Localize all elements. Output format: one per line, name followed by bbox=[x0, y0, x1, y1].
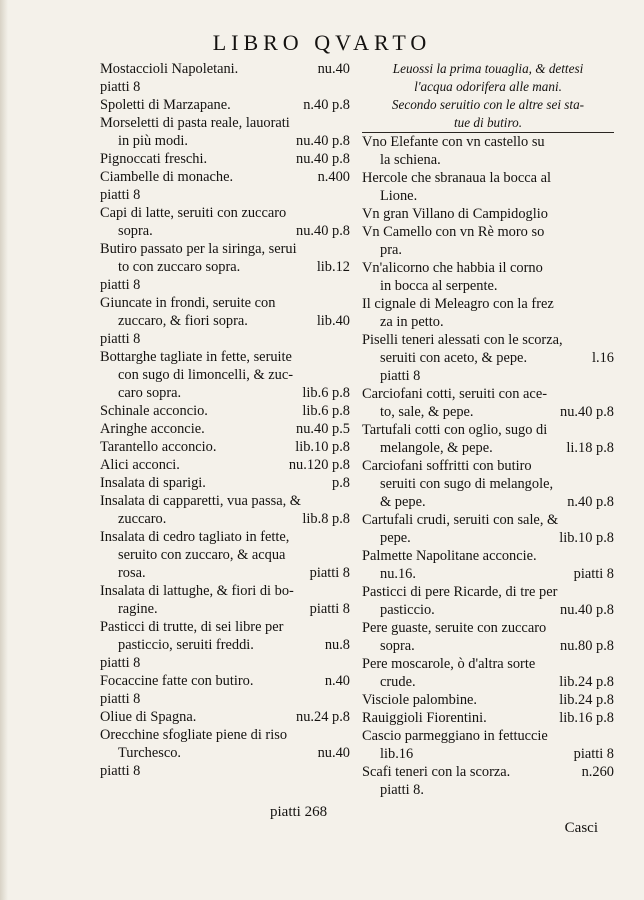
page-gutter-shadow bbox=[0, 0, 8, 900]
item-text: Focaccine fatte con butiro. bbox=[100, 673, 254, 689]
left-column bbox=[100, 60, 350, 780]
menu-line bbox=[362, 421, 614, 439]
quantity-label: lib.16 p.8 bbox=[559, 710, 614, 726]
quantity-label: lib.40 bbox=[316, 313, 350, 329]
menu-line bbox=[362, 637, 614, 655]
item-text: seruito con zuccaro, & acqua bbox=[118, 547, 286, 563]
menu-line bbox=[362, 367, 614, 385]
item-text: to con zuccaro sopra. bbox=[118, 259, 241, 275]
quantity-label: lib.8 p.8 bbox=[302, 511, 350, 527]
menu-line bbox=[362, 295, 614, 313]
item-text: sopra. bbox=[380, 638, 415, 654]
menu-line bbox=[362, 547, 614, 565]
menu-line bbox=[100, 366, 350, 384]
menu-line bbox=[100, 528, 350, 546]
quantity-label: nu.40 p.8 bbox=[296, 133, 350, 149]
item-text: Spoletti di Marzapane. bbox=[100, 97, 231, 113]
item-text: sopra. bbox=[118, 223, 153, 239]
item-text: Insalata di capparetti, vua passa, & bbox=[100, 493, 301, 509]
menu-line bbox=[362, 133, 614, 151]
item-text: Pere guaste, seruite con zuccaro bbox=[362, 620, 547, 636]
menu-line bbox=[362, 565, 614, 583]
quantity-label: nu.40 bbox=[317, 61, 350, 77]
quantity-label: n.40 p.8 bbox=[303, 97, 350, 113]
quantity-label: lib.6 p.8 bbox=[302, 385, 350, 401]
menu-line bbox=[362, 691, 614, 709]
menu-line bbox=[100, 402, 350, 420]
menu-line bbox=[362, 457, 614, 475]
menu-line bbox=[100, 348, 350, 366]
menu-line bbox=[362, 529, 614, 547]
menu-line bbox=[100, 672, 350, 690]
menu-line bbox=[100, 582, 350, 600]
quantity-label: nu.120 p.8 bbox=[288, 457, 350, 473]
item-text: lib.16 bbox=[380, 746, 414, 762]
item-text: Mostaccioli Napoletani. bbox=[100, 61, 239, 77]
item-text: Lione. bbox=[380, 188, 418, 204]
menu-line bbox=[100, 618, 350, 636]
item-text: ragine. bbox=[118, 601, 158, 617]
item-text: Butiro passato per la siringa, serui bbox=[100, 241, 297, 257]
menu-line bbox=[362, 763, 614, 781]
quantity-label: nu.8 bbox=[324, 637, 350, 653]
item-text: piatti 8 bbox=[100, 763, 141, 779]
item-text: Rauiggioli Fiorentini. bbox=[362, 710, 487, 726]
menu-line bbox=[100, 492, 350, 510]
item-text: seruiti con sugo di melangole, bbox=[380, 476, 554, 492]
item-text: Vno Elefante con vn castello su bbox=[362, 134, 545, 150]
item-text: Aringhe acconcie. bbox=[100, 421, 205, 437]
quantity-label: l.16 bbox=[592, 350, 614, 366]
menu-line bbox=[100, 708, 350, 726]
quantity-label: nu.40 p.8 bbox=[560, 404, 614, 420]
item-text: piatti 8 bbox=[380, 368, 421, 384]
menu-line bbox=[362, 385, 614, 403]
item-text: Schinale acconcio. bbox=[100, 403, 208, 419]
item-text: piatti 8 bbox=[100, 655, 141, 671]
menu-line bbox=[100, 600, 350, 618]
item-text: Tartufali cotti con oglio, sugo di bbox=[362, 422, 548, 438]
item-text: piatti 8. bbox=[380, 782, 424, 798]
quantity-label: lib.12 bbox=[316, 259, 350, 275]
menu-line bbox=[100, 564, 350, 582]
item-text: Morseletti di pasta reale, lauorati bbox=[100, 115, 290, 131]
menu-line bbox=[362, 745, 614, 763]
menu-line bbox=[362, 151, 614, 169]
item-text: melangole, & pepe. bbox=[380, 440, 493, 456]
quantity-label: piatti 8 bbox=[309, 601, 350, 617]
quantity-label: lib.10 p.8 bbox=[559, 530, 614, 546]
menu-line bbox=[362, 439, 614, 457]
menu-line bbox=[100, 726, 350, 744]
menu-line bbox=[362, 601, 614, 619]
item-text: Cartufali crudi, seruiti con sale, & bbox=[362, 512, 559, 528]
item-text: Giuncate in frondi, seruite con bbox=[100, 295, 276, 311]
menu-line bbox=[100, 168, 350, 186]
menu-line bbox=[362, 727, 614, 745]
menu-line bbox=[362, 655, 614, 673]
menu-line bbox=[100, 186, 350, 204]
running-header: LIBRO QVARTO bbox=[212, 30, 432, 55]
item-text: in bocca al serpente. bbox=[380, 278, 498, 294]
menu-line bbox=[362, 781, 614, 799]
quantity-label: n.40 p.8 bbox=[567, 494, 614, 510]
quantity-label: nu.40 p.8 bbox=[560, 602, 614, 618]
item-text: crude. bbox=[380, 674, 416, 690]
item-text: Vn'alicorno che habbia il corno bbox=[362, 260, 543, 276]
left-column-total: piatti 268 bbox=[270, 804, 328, 820]
right-column bbox=[362, 60, 614, 799]
item-text: Insalata di cedro tagliato in fette, bbox=[100, 529, 290, 545]
quantity-label: piatti 8 bbox=[573, 746, 614, 762]
item-text: caro sopra. bbox=[118, 385, 182, 401]
menu-line bbox=[100, 636, 350, 654]
item-text: piatti 8 bbox=[100, 691, 141, 707]
quantity-label: lib.24 p.8 bbox=[559, 692, 614, 708]
menu-line bbox=[362, 277, 614, 295]
item-text: pepe. bbox=[380, 530, 411, 546]
item-text: seruiti con aceto, & pepe. bbox=[380, 350, 528, 366]
menu-line bbox=[362, 619, 614, 637]
item-text: Turchesco. bbox=[118, 745, 182, 761]
quantity-label: piatti 8 bbox=[573, 566, 614, 582]
item-text: pra. bbox=[380, 242, 402, 258]
item-text: Piselli teneri alessati con le scorza, bbox=[362, 332, 563, 348]
item-text: piatti 8 bbox=[100, 277, 141, 293]
item-text: Tarantello acconcio. bbox=[100, 439, 217, 455]
menu-line: Secondo seruitio con le altre sei sta- bbox=[391, 97, 585, 112]
menu-line bbox=[100, 438, 350, 456]
item-text: Cascio parmeggiano in fettuccie bbox=[362, 728, 548, 744]
item-text: Orecchine sfogliate piene di riso bbox=[100, 727, 288, 743]
menu-line: Leuossi la prima touaglia, & dettesi bbox=[392, 61, 584, 76]
menu-line bbox=[362, 493, 614, 511]
item-text: piatti 8 bbox=[100, 79, 141, 95]
menu-line bbox=[362, 349, 614, 367]
menu-line bbox=[100, 132, 350, 150]
quantity-label: nu.40 p.5 bbox=[296, 421, 350, 437]
item-text: Palmette Napolitane acconcie. bbox=[362, 548, 537, 564]
menu-line bbox=[100, 330, 350, 348]
quantity-label: lib.6 p.8 bbox=[302, 403, 350, 419]
menu-line bbox=[362, 223, 614, 241]
menu-line bbox=[362, 331, 614, 349]
menu-line bbox=[100, 60, 350, 78]
item-text: rosa. bbox=[118, 565, 146, 581]
item-text: Insalata di lattughe, & fiori di bo- bbox=[100, 583, 294, 599]
item-text: nu.16. bbox=[380, 566, 416, 582]
menu-line bbox=[362, 259, 614, 277]
item-text: Pasticci di trutte, di sei libre per bbox=[100, 619, 284, 635]
menu-line bbox=[362, 583, 614, 601]
menu-line bbox=[100, 474, 350, 492]
menu-line bbox=[362, 313, 614, 331]
item-text: zuccaro, & fiori sopra. bbox=[118, 313, 248, 329]
item-text: Carciofani cotti, seruiti con ace- bbox=[362, 386, 547, 402]
menu-line bbox=[100, 96, 350, 114]
item-text: Pasticci di pere Ricarde, di tre per bbox=[362, 584, 558, 600]
menu-line bbox=[100, 384, 350, 402]
menu-line bbox=[362, 709, 614, 727]
item-text: Ciambelle di monache. bbox=[100, 169, 234, 185]
menu-line bbox=[100, 546, 350, 564]
item-text: Scafi teneri con la scorza. bbox=[362, 764, 511, 780]
item-text: in più modi. bbox=[118, 133, 188, 149]
item-text: Visciole palombine. bbox=[362, 692, 478, 708]
menu-line bbox=[100, 294, 350, 312]
item-text: piatti 8 bbox=[100, 187, 141, 203]
item-text: Capi di latte, seruiti con zuccaro bbox=[100, 205, 287, 221]
menu-line bbox=[362, 403, 614, 421]
item-text: piatti 8 bbox=[100, 331, 141, 347]
menu-line bbox=[362, 187, 614, 205]
item-text: Vn gran Villano di Campidoglio bbox=[362, 206, 548, 222]
item-text: za in petto. bbox=[380, 314, 444, 330]
item-text: Il cignale di Meleagro con la frez bbox=[362, 296, 554, 312]
item-text: to, sale, & pepe. bbox=[380, 404, 474, 420]
item-text: Oliue di Spagna. bbox=[100, 709, 197, 725]
menu-line bbox=[100, 654, 350, 672]
menu-line bbox=[362, 511, 614, 529]
menu-line bbox=[362, 169, 614, 187]
quantity-label: lib.24 p.8 bbox=[559, 674, 614, 690]
item-text: Pere moscarole, ò d'altra sorte bbox=[362, 656, 536, 672]
menu-line: tue di butiro. bbox=[362, 114, 614, 133]
item-text: Carciofani soffritti con butiro bbox=[362, 458, 532, 474]
menu-line bbox=[100, 744, 350, 762]
item-text: zuccaro. bbox=[118, 511, 167, 527]
item-text: Pignoccati freschi. bbox=[100, 151, 208, 167]
menu-line: l'acqua odorifera alle mani. bbox=[414, 79, 562, 94]
quantity-label: piatti 8 bbox=[309, 565, 350, 581]
item-text: & pepe. bbox=[380, 494, 426, 510]
item-text: Alici acconci. bbox=[100, 457, 180, 473]
menu-line bbox=[362, 475, 614, 493]
menu-line bbox=[100, 510, 350, 528]
catchword: Casci bbox=[564, 820, 598, 836]
item-text: Insalata di sparigi. bbox=[100, 475, 206, 491]
menu-line bbox=[100, 456, 350, 474]
quantity-label: li.18 p.8 bbox=[566, 440, 614, 456]
quantity-label: n.400 bbox=[317, 169, 350, 185]
menu-line bbox=[100, 690, 350, 708]
item-text: pasticcio. bbox=[380, 602, 435, 618]
quantity-label: n.40 bbox=[324, 673, 350, 689]
menu-line bbox=[100, 312, 350, 330]
menu-line bbox=[362, 241, 614, 259]
menu-line bbox=[100, 276, 350, 294]
menu-line bbox=[100, 240, 350, 258]
menu-line bbox=[100, 762, 350, 780]
menu-line bbox=[100, 150, 350, 168]
quantity-label: nu.24 p.8 bbox=[296, 709, 350, 725]
quantity-label: nu.40 bbox=[317, 745, 350, 761]
quantity-label: nu.40 p.8 bbox=[296, 151, 350, 167]
menu-line bbox=[362, 673, 614, 691]
quantity-label: lib.10 p.8 bbox=[295, 439, 350, 455]
item-text: Vn Camello con vn Rè moro so bbox=[362, 224, 545, 240]
item-text: Hercole che sbranaua la bocca al bbox=[362, 170, 551, 186]
quantity-label: n.260 bbox=[581, 764, 614, 780]
quantity-label: nu.80 p.8 bbox=[560, 638, 614, 654]
quantity-label: nu.40 p.8 bbox=[296, 223, 350, 239]
menu-line bbox=[100, 78, 350, 96]
menu-line bbox=[100, 222, 350, 240]
menu-line bbox=[100, 258, 350, 276]
item-text: con sugo di limoncelli, & zuc- bbox=[118, 367, 294, 383]
item-text: Bottarghe tagliate in fette, seruite bbox=[100, 349, 292, 365]
quantity-label: p.8 bbox=[332, 475, 350, 491]
menu-line bbox=[100, 114, 350, 132]
item-text: pasticcio, seruiti freddi. bbox=[118, 637, 254, 653]
menu-line bbox=[100, 204, 350, 222]
menu-line bbox=[100, 420, 350, 438]
menu-line bbox=[362, 205, 614, 223]
item-text: la schiena. bbox=[380, 152, 441, 168]
